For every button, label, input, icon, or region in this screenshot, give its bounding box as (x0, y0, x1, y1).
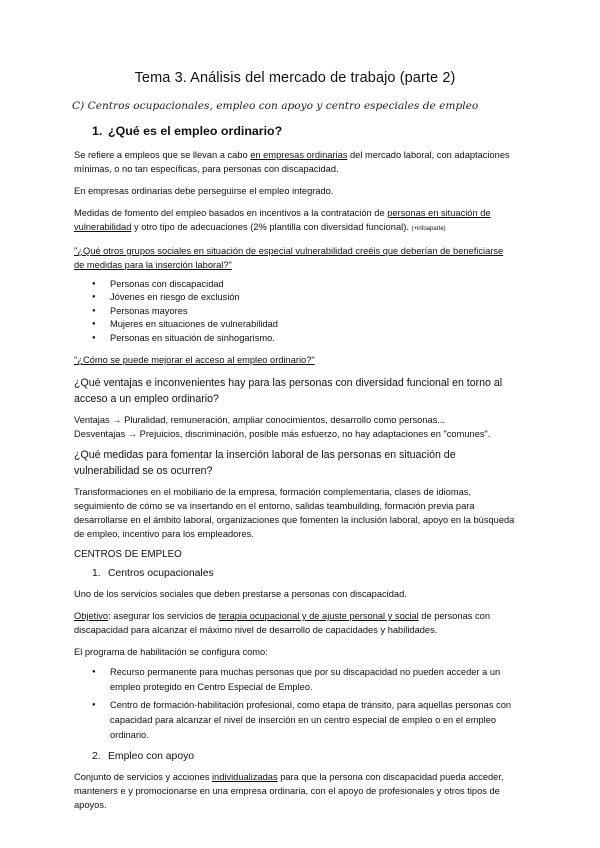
page-title: Tema 3. Análisis del mercado de trabajo (parte 2) (134, 70, 456, 86)
text-run: para que la persona con discapacidad pueda acceder, manteners e y promocionarse en una empresa ordinaria, con el apoyo de profesionales y otros tipos de apoyos. (74, 772, 504, 811)
list-item: ● Jóvenes en riesgo de exclusión (92, 291, 516, 304)
list-item: ● Personas mayores (92, 305, 516, 318)
list-item: ● Recurso permanente para muchas personas que por su discapacidad no pueden acceder a un empleo protegido en Centro Especial de Empleo. (92, 665, 516, 695)
underlined-text: individualizadas (211, 772, 278, 783)
section-heading (92, 124, 516, 138)
paragraph-empleo-apoyo (74, 770, 516, 812)
text-run: Se refiere a empleos que se llevan a cabo (74, 150, 251, 160)
text-run: : asegurar los servicios de (108, 611, 219, 622)
paragraph-servicios: Uno de los servicios sociales que deben prestarse a personas con discapacidad. (74, 589, 407, 600)
section-heading-text: ¿Qué es el empleo ordinario? (108, 124, 283, 138)
list-item: ● Personas con discapacidad (92, 278, 516, 291)
numbered-heading-centros (92, 568, 516, 579)
paragraph-empleo-integrado: En empresas ordinarias debe perseguirse el empleo integrado. (74, 186, 334, 196)
groups-list (74, 278, 516, 345)
question-mejorar-acceso: "¿Cómo se puede mejorar el acceso al empleo ordinario?" (74, 355, 315, 366)
text-run: Conjunto de servicios y acciones (74, 772, 212, 783)
small-note: (+infoaparte) (411, 226, 446, 232)
item-number: 1. (92, 568, 101, 580)
item-label: Empleo con apoyo (108, 751, 195, 763)
centros-heading: CENTROS DE EMPLEO (74, 549, 182, 561)
list-item: ● Centro de formación-habilitación profesional, como etapa de tránsito, para aquellas personas con capacidad para alcanzar el nivel de inserción en un centro especial de empleo o en el empleo ordinario. (92, 698, 516, 743)
item-number: 2. (92, 751, 101, 763)
text-run: y otro tipo de adecuaciones (2% plantilla con diversidad funcional). (131, 222, 412, 232)
text-run: del mercado laboral, con adaptaciones mínimas, o no tan específicas, para personas con discapacidad. (74, 150, 510, 174)
list-item: ● Mujeres en situaciones de vulnerabilidad (92, 318, 516, 331)
paragraph-programa: El programa de habilitación se configura como: (74, 647, 268, 658)
text-run: Medidas de fomento del empleo basados en incentivos a la contratación de (74, 208, 388, 218)
paragraph-transformaciones: Transformaciones en el mobiliario de la empresa, formación complementaria, clases de idiomas, seguimiento de cómo se va insertando en el entorno, salidas teambuilding, formación previa para desarrollarse en el ámbito laboral, organizaciones que fomenten la inclusión laboral, apoyo en la búsqueda de empleo, incentivo para los empleadores. (74, 487, 515, 540)
item-label: Centros ocupacionales (108, 568, 214, 580)
underlined-text: personas en situación de vulnerabilidad (74, 208, 491, 232)
paragraph-medidas (74, 206, 516, 236)
program-list (74, 665, 516, 743)
ventajas-line: Ventajas → Pluralidad, remuneración, ampliar conocimientos, desarrollo como personas... (74, 415, 446, 426)
paragraph-ventajas (74, 413, 516, 441)
question-grupos: "¿Qué otros grupos sociales en situación de especial vulnerabilidad creéis que deberían de beneficiarse de medidas para la inserción laboral?" (74, 246, 504, 270)
underlined-text: Objetivo (74, 611, 109, 622)
section-number: 1. (92, 124, 103, 138)
question-ventajas: ¿Qué ventajas e inconvenientes hay para las personas con diversidad funcional en torno al acceso a un empleo ordinario? (74, 377, 503, 406)
numbered-heading-empleo-apoyo (92, 751, 516, 762)
underlined-text: terapia ocupacional y de ajuste personal y social (218, 611, 419, 622)
text-run: de personas con discapacidad para alcanzar el máximo nivel de desarrollo de capacidades y habilidades. (74, 611, 491, 636)
paragraph-objetivo (74, 609, 516, 637)
list-item: ● Personas en situación de sinhogarismo. (92, 332, 516, 345)
question-medidas: ¿Qué medidas para fomentar la inserción laboral de las personas en situación de vulnerabilidad se os ocurren? (74, 449, 456, 478)
underlined-text: en empresas ordinarias (250, 150, 348, 160)
section-subtitle: C) Centros ocupacionales, empleo con apoyo y centro especiales de empleo (72, 100, 479, 112)
desventajas-line: Desventajas → Prejuicios, discriminación, posible más esfuerzo, no hay adaptaciones en "comunes". (74, 429, 491, 440)
paragraph-empleo-ordinario (74, 148, 516, 176)
